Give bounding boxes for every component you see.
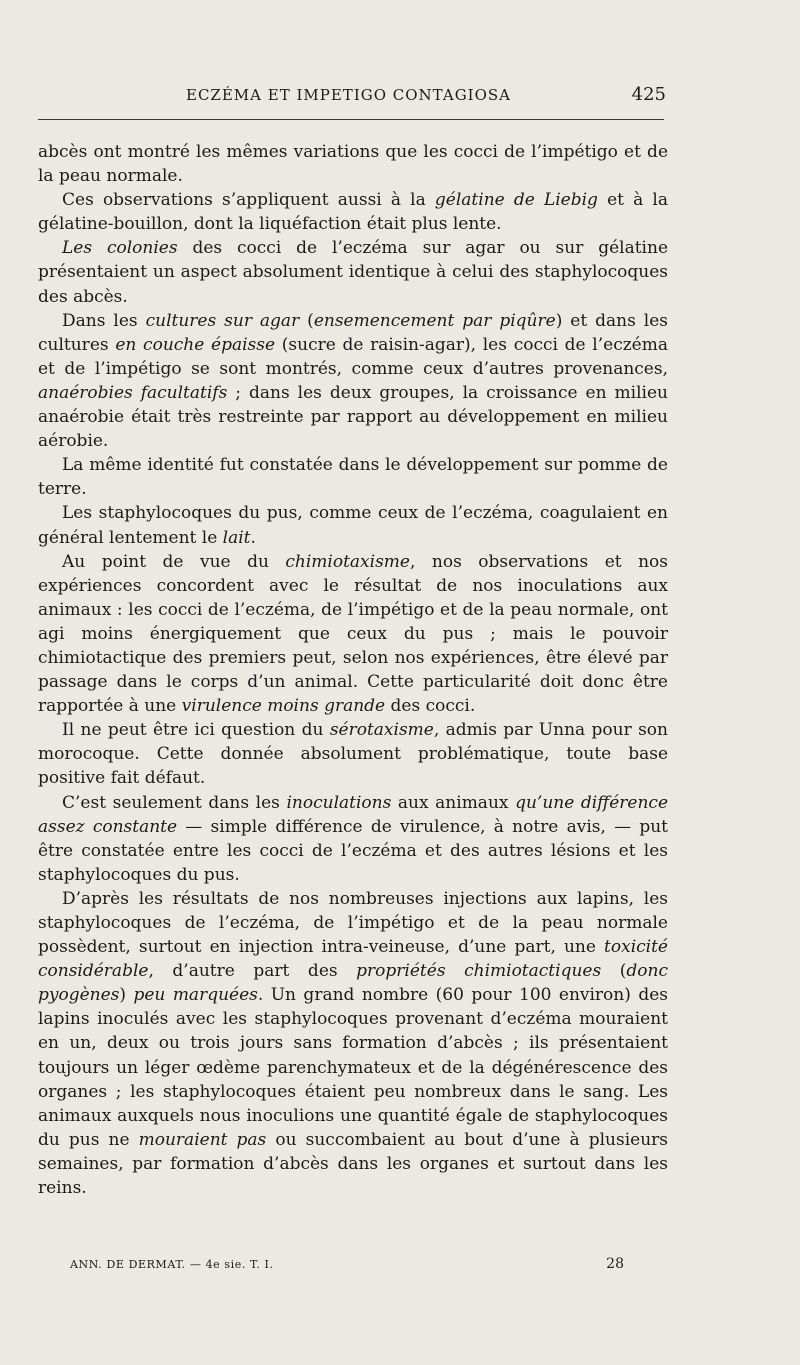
paragraph — [38, 501, 668, 549]
italic-phrase: sérotaxisme — [329, 720, 434, 741]
text-run: aux animaux — [391, 792, 516, 813]
text-run: D’après les résultats de nos nombreuses injections aux lapins, les staphylocoques de l’eczéma, de l’impétigo et de la peau normale possèdent, surtout en injection intra-veineuse, d’une part, une — [38, 888, 668, 958]
text-run: des cocci. — [385, 696, 476, 717]
italic-phrase: chimiotaxisme — [285, 551, 410, 572]
text-run: Ces observations s’appliquent aussi à la — [62, 190, 435, 211]
italic-phrase: ensemencement par piqûre — [313, 310, 556, 331]
text-run: , nos observations et nos expériences concordent avec le résultat de nos inoculations aux animaux : les cocci de l’eczéma, de l’impétigo et de la peau normale, ont agi moins énergiquement que ceux du pus ; mais le pouvoir chimiotactique des premiers peut, selon nos expériences, être élevé par passage dans le corps d’un animal. Cette particularité doit donc être rapportée à une — [38, 551, 669, 717]
journal-signature: ANN. DE DERMAT. — 4e sie. T. I. — [70, 1258, 274, 1271]
page-footer — [70, 1256, 630, 1276]
text-run: Les staphylocoques du pus, comme ceux de l’eczéma, coagulaient en général lentement le — [38, 503, 668, 548]
text-run: ) — [119, 985, 134, 1006]
text-run: . — [250, 527, 256, 548]
text-run: . Un grand nombre (60 pour 100 environ) des lapins inoculés avec les staphylocoques provenant d’eczéma mouraient en un, deux ou trois jours sans formation d’abcès ; ils présentaient toujours un léger œdème parenchymateux et de la dégénérescence des organes ; les staphylocoques étaient peu nombreux dans le sang. Les animaux auxquels nous inoculions une quantité égale de staphylocoques du pus ne — [38, 985, 668, 1150]
page-number: 425 — [631, 84, 666, 105]
running-title: ECZÉMA ET IMPETIGO CONTAGIOSA — [186, 86, 512, 104]
text-run: ) et dans les cultures — [38, 310, 669, 355]
text-run: ( — [601, 961, 627, 982]
paragraph — [38, 309, 668, 454]
text-run: — simple différence de virulence, à notre avis, — put être constatée entre les cocci de l’eczéma et des autres lésions et les staphylocoques du pus. — [38, 816, 668, 885]
paragraph — [38, 188, 668, 236]
paragraph — [38, 453, 668, 501]
italic-phrase: en couche épaisse — [115, 334, 276, 355]
paragraph — [38, 887, 668, 1200]
italic-phrase: virulence moins grande — [181, 696, 386, 717]
text-run: C’est seulement dans les — [62, 792, 287, 813]
text-run: ; dans les deux groupes, la croissance en milieu anaérobie était très restreinte par rapport au développement en milieu aérobie. — [38, 382, 668, 452]
text-run: abcès ont montré les mêmes variations que les cocci de l’impétigo et de la peau normale. — [38, 142, 668, 187]
signature-mark: 28 — [606, 1256, 624, 1272]
running-head — [38, 86, 670, 110]
text-run: Dans les — [62, 310, 146, 331]
paragraph — [38, 718, 668, 790]
paragraph — [38, 140, 668, 188]
paragraph — [38, 236, 668, 308]
text-run: des cocci de l’eczéma sur agar ou sur gélatine présentaient un aspect absolument identique à celui des staphylocoques des abcès. — [38, 238, 669, 307]
text-run: La même identité fut constatée dans le développement sur pomme de terre. — [38, 455, 668, 500]
text-run: Au point de vue du — [62, 551, 286, 572]
header-rule — [38, 119, 664, 120]
text-run: ou succombaient au bout d’une à plusieurs semaines, par formation d’abcès dans les organes et surtout dans les reins. — [38, 1129, 669, 1199]
text-run: et à la gélatine-bouillon, dont la liquéfaction était plus lente. — [38, 190, 668, 235]
text-run: Il ne peut être ici question du — [62, 720, 330, 741]
paragraph — [38, 550, 668, 719]
italic-phrase: gélatine de Liebig — [434, 190, 598, 211]
text-run: , admis par Unna pour son morocoque. Cette donnée absolument problématique, toute base positive fait défaut. — [38, 720, 668, 789]
text-run: (sucre de raisin-agar), les cocci de l’eczéma et de l’impétigo se sont montrés, comme ceux d’autres provenances, — [38, 334, 669, 379]
text-run: ( — [299, 310, 314, 331]
italic-phrase: anaérobies facultatifs — [38, 382, 228, 403]
body-text — [38, 140, 668, 1200]
italic-phrase: toxicité considérable — [38, 937, 668, 982]
italic-phrase: inoculations — [286, 792, 392, 813]
italic-phrase: mouraient pas — [138, 1129, 267, 1150]
italic-phrase: lait — [222, 527, 251, 548]
italic-phrase: propriétés chimiotactiques — [356, 961, 602, 982]
text-run: , d’autre part des — [148, 961, 357, 982]
italic-phrase: Les colonies — [62, 238, 178, 259]
paragraph — [38, 791, 668, 887]
italic-phrase: peu marquées — [133, 985, 258, 1006]
italic-phrase: cultures sur agar — [145, 310, 300, 331]
italic-phrase: qu’une différence assez constante — [38, 792, 668, 837]
italic-phrase: donc pyogènes — [38, 961, 668, 1006]
